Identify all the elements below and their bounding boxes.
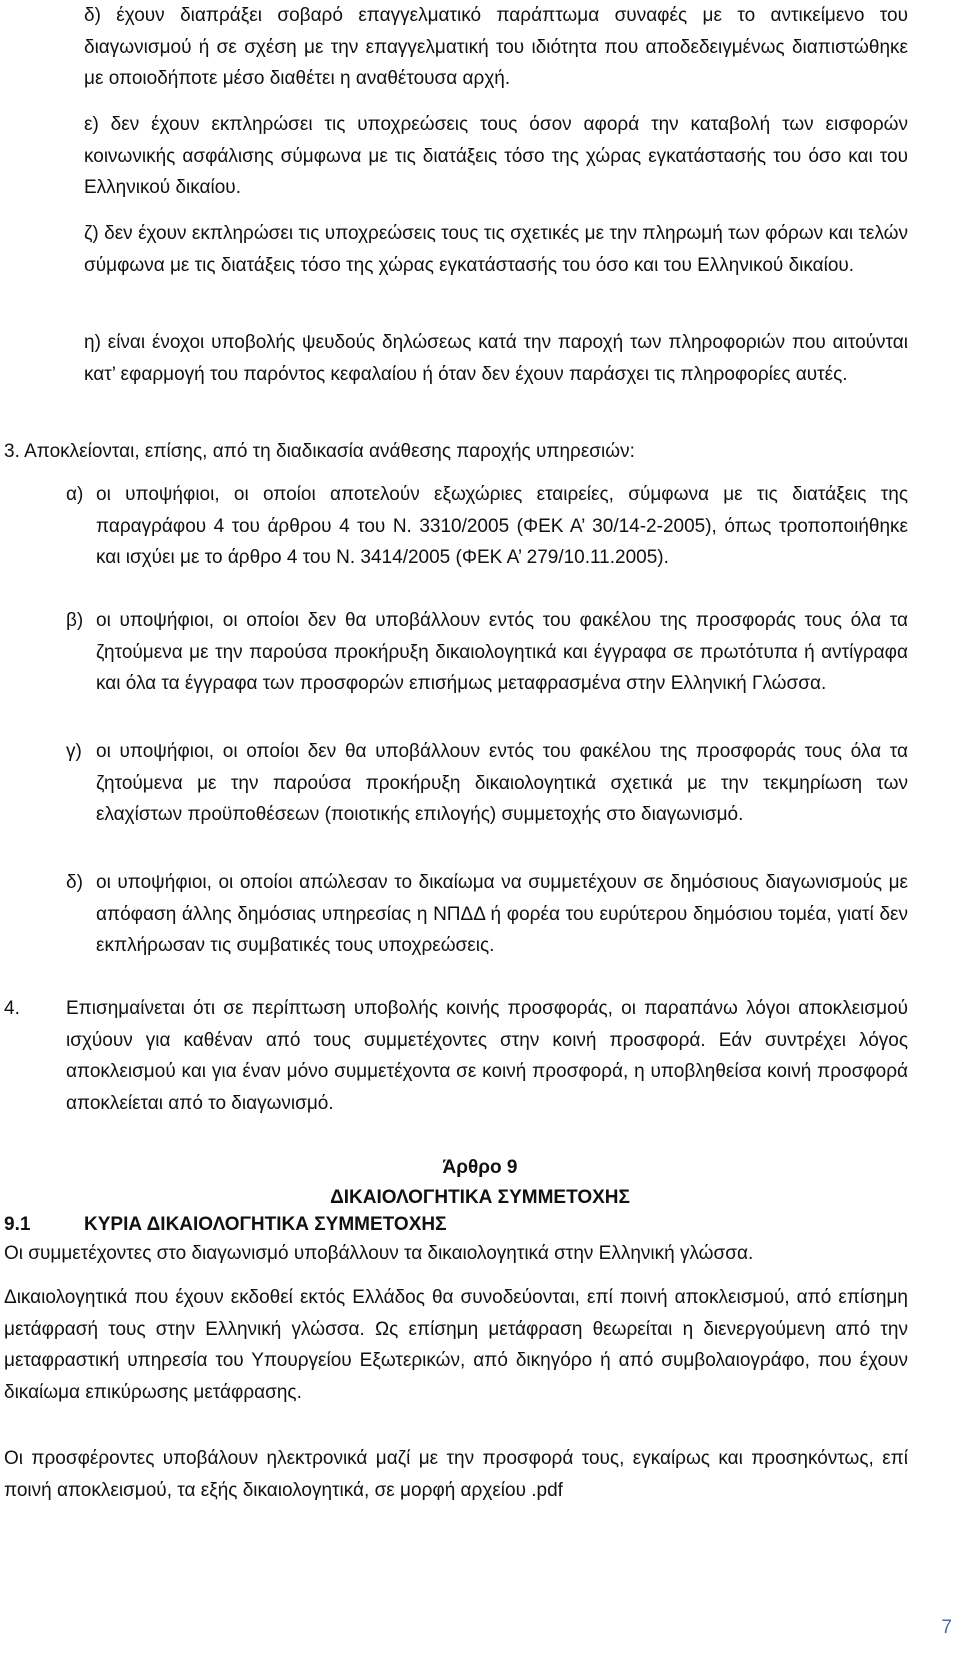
item-alpha-text: οι υποψήφιοι, οι οποίοι αποτελούν εξωχώριες εταιρείες, σύμφωνα με τις διατάξεις της παραγράφου 4 του άρθρου 4 του Ν. 3310/2005 (ΦΕΚ Α’ 30/14-2-2005), όπως τροποποιήθηκε και ισχύει με το άρθρο 4 του Ν. 3414/2005 (ΦΕΚ Α’ 279/10.11.2005).	[96, 484, 908, 568]
section-4-label: 4.	[4, 998, 20, 1019]
item-beta-text: οι υποψήφιοι, οι οποίοι δεν θα υποβάλλουν εντός του φακέλου της προσφοράς τους όλα τα ζητούμενα με την παρούσα προκήρυξη δικαιολογητικά και έγγραφα σε πρωτότυπα ή αντίγραφα και όλα τα έγγραφα των προσφορών επισήμως μεταφρασμένα στην Ελληνική Γλώσσα.	[96, 610, 908, 694]
item-delta-label: δ)	[66, 872, 83, 893]
item-delta-text: οι υποψήφιοι, οι οποίοι απώλεσαν το δικαίωμα να συμμετέχουν σε δημόσιους διαγωνισμούς με απόφαση άλλης δημόσιας υπηρεσίας η ΝΠΔΔ ή φορέα του ευρύτερου δημόσιου τομέα, γιατί δεν εκπλήρωσαν τις συμβατικές τους υποχρεώσεις.	[96, 872, 908, 956]
article-paragraph-2: Δικαιολογητικά που έχουν εκδοθεί εκτός Ελλάδος θα συνοδεύονται, επί ποινή αποκλεισμού, από επίσημη μετάφρασή τους στην Ελληνική γλώσσα. Ως επίσημη μετάφραση θεωρείται η διενεργούμενη από την μεταφραστική υπηρεσία του Υπουργείου Εξωτερικών, από δικηγόρο ή από συμβολαιογράφο, που έχουν δικαίωμα επικύρωσης μετάφρασης.	[4, 1287, 908, 1403]
section-number: 9.1	[4, 1214, 31, 1235]
article-title: Άρθρο 9	[442, 1157, 518, 1178]
paragraph-zeta: ζ) δεν έχουν εκπληρώσει τις υποχρεώσεις τους τις σχετικές με την πληρωμή των φόρων και τελών σύμφωνα με τις διατάξεις τόσο της χώρας εγκατάστασής του όσο και του Ελληνικού δικαίου.	[84, 223, 908, 276]
paragraph-eta: η) είναι ένοχοι υποβολής ψευδούς δηλώσεως κατά την παροχή των πληροφοριών που αιτούνται κατ’ εφαρμογή του παρόντος κεφαλαίου ή όταν δεν έχουν παράσχει τις πληροφορίες αυτές.	[84, 332, 908, 385]
section-4-text: Επισημαίνεται ότι σε περίπτωση υποβολής κοινής προσφοράς, οι παραπάνω λόγοι αποκλεισμού ισχύουν για καθέναν από τους συμμετέχοντες στην κοινή προσφορά. Εάν συντρέχει λόγος αποκλεισμού και για έναν μόνο συμμετέχοντα σε κοινή προσφορά, η υποβληθείσα κοινή προσφορά αποκλείεται από το διαγωνισμό.	[66, 998, 908, 1114]
article-paragraph-3: Οι προσφέροντες υποβάλουν ηλεκτρονικά μαζί με την προσφορά τους, εγκαίρως και προσηκόντως, επί ποινή αποκλεισμού, τα εξής δικαιολογητικά, σε μορφή αρχείου .pdf	[4, 1448, 908, 1501]
page-number: 7	[941, 1617, 952, 1638]
item-gamma-text: οι υποψήφιοι, οι οποίοι δεν θα υποβάλλουν εντός του φακέλου της προσφοράς τους όλα τα ζητούμενα με την παρούσα προκήρυξη δικαιολογητικά σχετικά με την τεκμηρίωση των ελαχίστων προϋποθέσεων (ποιοτικής επιλογής) συμμετοχής στο διαγωνισμό.	[96, 741, 908, 825]
item-gamma-label: γ)	[66, 741, 82, 762]
article-subtitle: ΔΙΚΑΙΟΛΟΓΗΤΙΚΑ ΣΥΜΜΕΤΟΧΗΣ	[330, 1187, 630, 1208]
section-title: ΚΥΡΙΑ ΔΙΚΑΙΟΛΟΓΗΤΙΚΑ ΣΥΜΜΕΤΟΧΗΣ	[84, 1214, 447, 1235]
section-3-intro: 3. Αποκλείονται, επίσης, από τη διαδικασία ανάθεσης παροχής υπηρεσιών:	[4, 441, 635, 462]
article-paragraph-1: Οι συμμετέχοντες στο διαγωνισμό υποβάλλουν τα δικαιολογητικά στην Ελληνική γλώσσα.	[4, 1243, 754, 1264]
paragraph-delta: δ) έχουν διαπράξει σοβαρό επαγγελματικό παράπτωμα συναφές με το αντικείμενο του διαγωνισμού ή σε σχέση με την επαγγελματική του ιδιότητα που αποδεδειγμένως διαπιστώθηκε με οποιοδήποτε μέσο διαθέτει η αναθέτουσα αρχή.	[84, 5, 908, 89]
paragraph-epsilon: ε) δεν έχουν εκπληρώσει τις υποχρεώσεις τους όσον αφορά την καταβολή των εισφορών κοινωνικής ασφάλισης σύμφωνα με τις διατάξεις τόσο της χώρας εγκατάστασής του όσο και του Ελληνικού δικαίου.	[84, 114, 908, 198]
item-beta-label: β)	[66, 610, 84, 631]
item-alpha-label: α)	[66, 484, 84, 505]
